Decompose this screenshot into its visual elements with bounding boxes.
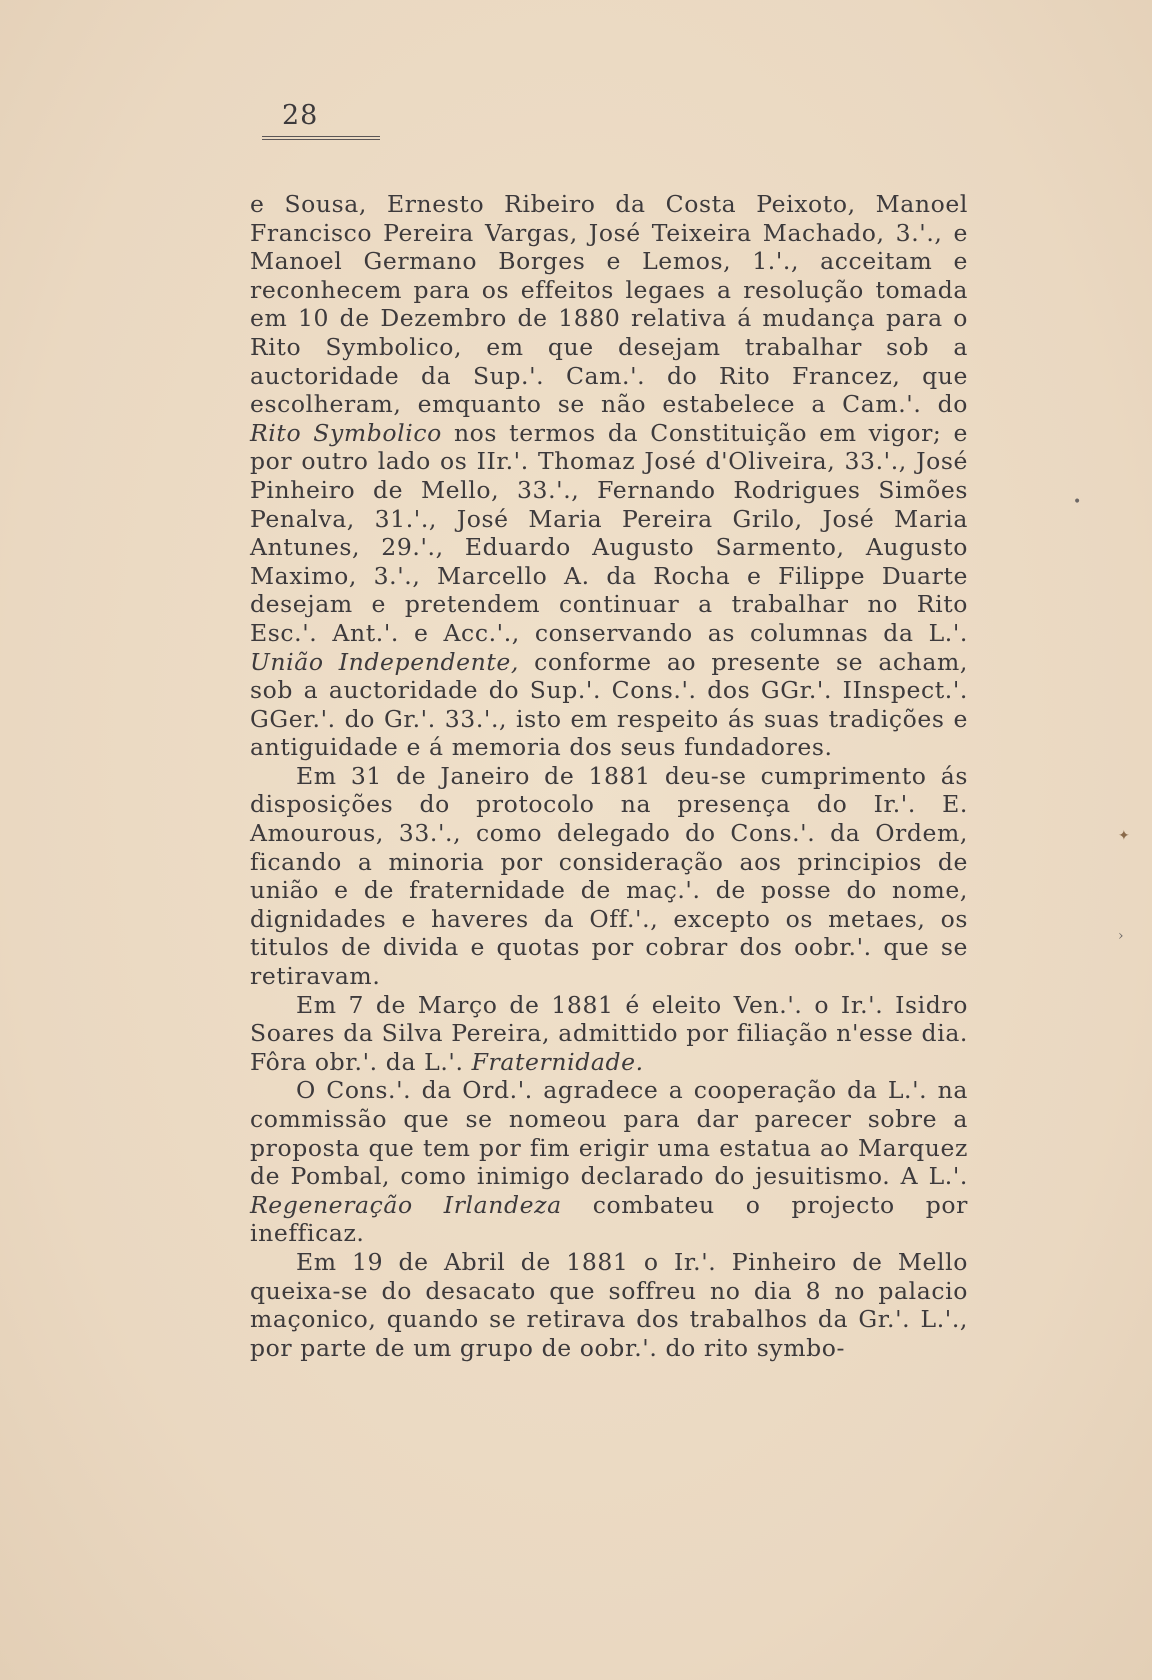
- italic-name-regeneracao-irlandeza: Regeneração Irlandeza: [250, 1190, 562, 1219]
- header-rule-top: [262, 136, 380, 137]
- paragraph-1: [250, 190, 968, 762]
- paragraph-4: [250, 1076, 968, 1248]
- text-span: Em 19 de Abril de 1881 o Ir.'. Pinheiro de Mello queixa-se do desacato que soffreu no dia 8 no palacio maçonico, quando se retirava dos trabalhos da Gr.'. L.'., por parte de um grupo de oobr.'. do rito symbo-: [250, 1247, 968, 1362]
- text-span: Em 7 de Março de 1881 é eleito Ven.'. o Ir.'. Isidro Soares da Silva Pereira, admittido por filiação n'esse dia. Fôra obr.'. da L.'.: [250, 990, 968, 1076]
- italic-name-rito-symbolico: Rito Symbolico: [250, 418, 442, 447]
- text-span: O Cons.'. da Ord.'. agradece a cooperação da L.'. na commissão que se nomeou para dar parecer sobre a proposta que tem por fim erigir uma estatua ao Marquez de Pombal, como inimigo declarado do jesuitismo. A L.'.: [250, 1076, 968, 1191]
- text-span: conforme ao presente se acham, sob a auctoridade do Sup.'. Cons.'. dos GGr.'. IInspect.'. GGer.'. do Gr.'. 33.'., isto em respeito ás suas tradições e antiguidade e á memoria dos seus fundadores.: [250, 647, 968, 762]
- paragraph-3: [250, 991, 968, 1077]
- body-text: [250, 190, 968, 1362]
- text-span: Em 31 de Janeiro de 1881 deu-se cumprimento ás disposições do protocolo na presença do Ir.'. E. Amourous, 33.'., como delegado do Cons.'. da Ordem, ficando a minoria por consideração aos principios de união e de fraternidade de maç.'. de posse do nome, dignidades e haveres da Off.'., excepto os metaes, os titulos de divida e quotas por cobrar dos oobr.'. que se retiravam.: [250, 761, 968, 991]
- italic-name-fraternidade: Fraternidade.: [471, 1047, 644, 1076]
- italic-name-uniao-independente: União Independente,: [250, 647, 519, 676]
- margin-dot-mark: •: [1073, 494, 1082, 510]
- paragraph-5: [250, 1248, 968, 1362]
- paragraph-2: [250, 762, 968, 991]
- text-span: e Sousa, Ernesto Ribeiro da Costa Peixoto, Manoel Francisco Pereira Vargas, José Teixeira Machado, 3.'., e Manoel Germano Borges e Lemos, 1.'., acceitam e reconhecem para os effeitos legaes a resolução tomada em 10 de Dezembro de 1880 relativa á mudança para o Rito Symbolico, em que desejam trabalhar sob a auctoridade da Sup.'. Cam.'. do Rito Francez, que escolheram, emquanto se não estabelece a Cam.'. do: [250, 190, 968, 419]
- margin-tick-mark: ›: [1118, 928, 1124, 944]
- text-span: combateu o projecto por inefficaz.: [250, 1190, 969, 1248]
- margin-star-mark: ✦: [1118, 828, 1130, 844]
- page-number: 28: [282, 100, 319, 131]
- text-span: nos termos da Constituição em vigor; e por outro lado os IIr.'. Thomaz José d'Oliveira, 33.'., José Pinheiro de Mello, 33.'., Fernando Rodrigues Simões Penalva, 31.'., José Maria Pereira Grilo, José Maria Antunes, 29.'., Eduardo Augusto Sarmento, Augusto Maximo, 3.'., Marcello A. da Rocha e Filippe Duarte desejam e pretendem continuar a trabalhar no Rito Esc.'. Ant.'. e Acc.'., conservando as columnas da L.'.: [250, 418, 968, 647]
- header-rule-bottom: [262, 139, 380, 140]
